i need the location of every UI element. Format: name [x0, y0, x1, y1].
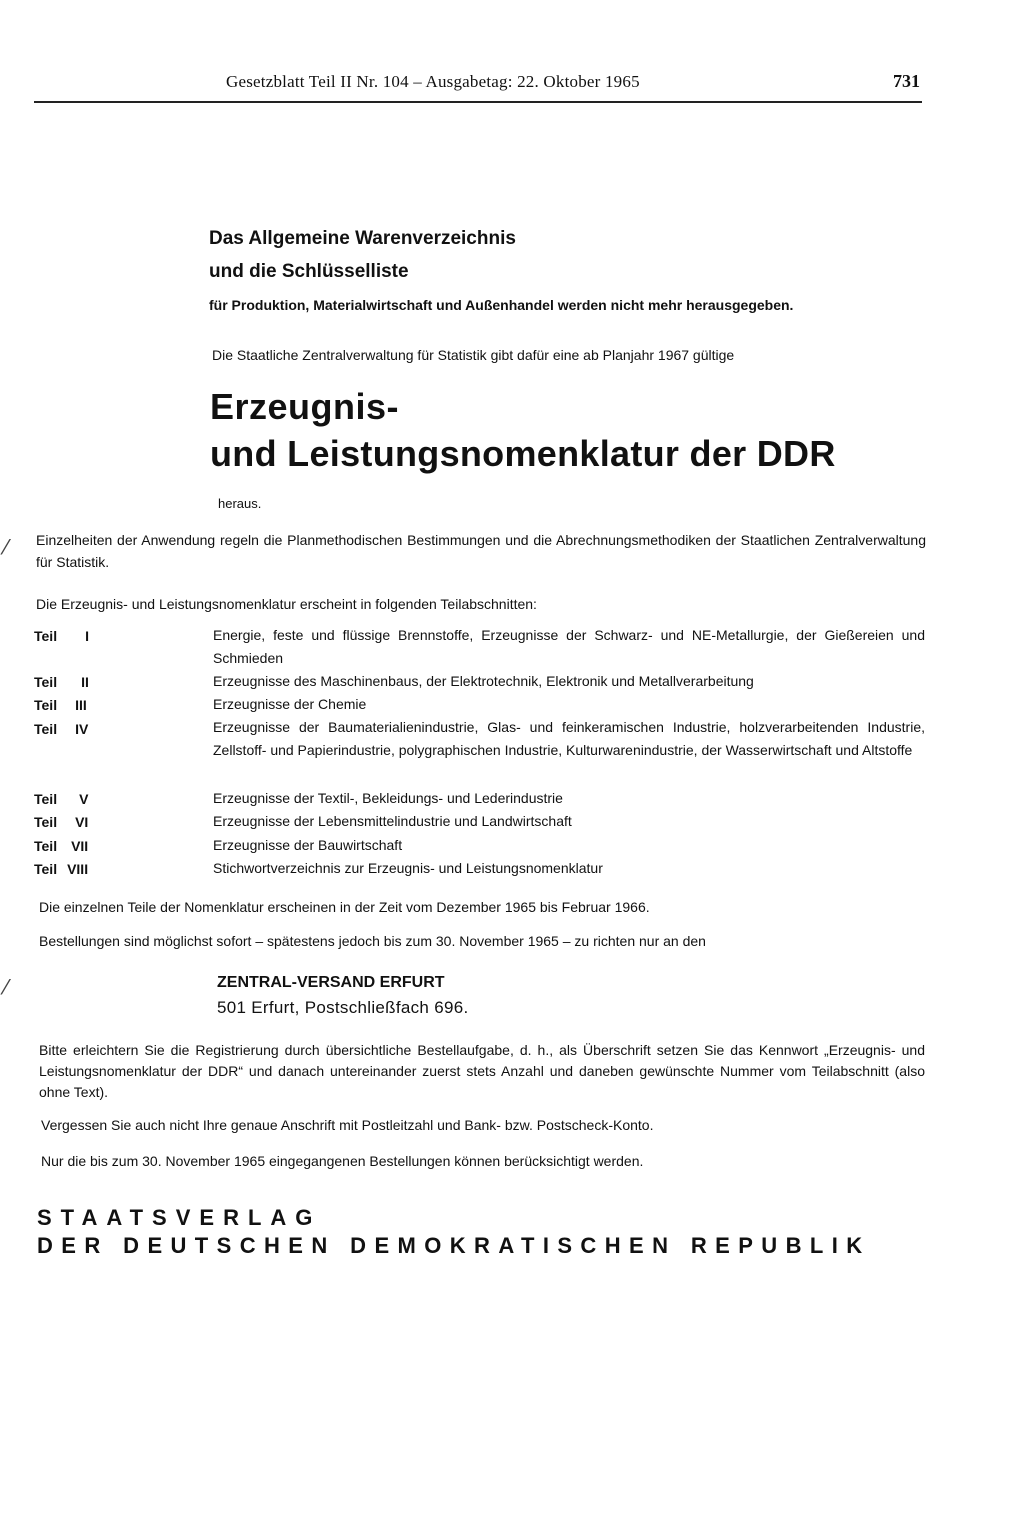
- notice-intro: Die Staatliche Zentralverwaltung für Statistik gibt dafür eine ab Planjahr 1967 gültige: [212, 347, 735, 363]
- running-header: Gesetzblatt Teil II Nr. 104 – Ausgabetag: 22. Oktober 1965: [226, 72, 640, 91]
- header-rule: [34, 101, 922, 103]
- margin-tick-mark: ⁄: [4, 535, 8, 559]
- address-name: ZENTRAL-VERSAND ERFURT: [217, 974, 445, 991]
- part-description: Stichwortverzeichnis zur Erzeugnis- und Leistungsnomenklatur: [213, 860, 603, 876]
- publisher-line2: DER DEUTSCHEN DEMOKRATISCHEN REPUBLIK: [37, 1233, 871, 1258]
- paragraph-closing: Nur die bis zum 30. November 1965 eingegangenen Bestellungen können berücksichtigt werden.: [41, 1153, 644, 1169]
- part-label: Teil III: [34, 697, 87, 713]
- part-label: Teil IV: [34, 721, 89, 737]
- part-description: Erzeugnisse der Bauwirtschaft: [213, 837, 403, 853]
- paragraph-application: Einzelheiten der Anwendung regeln die Planmethodischen Bestimmungen und die Abrechnungsmethodiken der Staatlichen Zentralverwaltung für Statistik.: [36, 532, 926, 570]
- part-label: Teil VII: [34, 838, 89, 854]
- part-description: Erzeugnisse der Lebensmittelindustrie und Landwirtschaft: [213, 813, 572, 829]
- page-number: 731: [893, 71, 920, 91]
- part-description: Energie, feste und flüssige Brennstoffe, Erzeugnisse der Schwarz- und NE-Metallurgie, der Gießereien und Schmieden: [213, 627, 925, 666]
- part-label: Teil VIII: [34, 861, 89, 877]
- paragraph-registration: Bitte erleichtern Sie die Registrierung durch übersichtliche Bestellaufgabe, d. h., als Überschrift setzen Sie das Kennwort „Erzeugnis- und Leistungsnomenklatur der DDR“ und danach untereinander zuerst stets Anzahl und daneben gewünschte Nummer vom Teilabschnitt (also ohne Text).: [39, 1042, 925, 1100]
- notice-title-line1: Das Allgemeine Warenverzeichnis: [209, 228, 516, 249]
- part-description: Erzeugnisse der Chemie: [213, 696, 367, 712]
- headline-line2: und Leistungsnomenklatur der DDR: [210, 433, 836, 474]
- publisher-line1: STAATSVERLAG: [37, 1205, 322, 1230]
- address-line: 501 Erfurt, Postschließfach 696.: [217, 998, 469, 1017]
- headline-tail: heraus.: [218, 496, 262, 511]
- part-description: Erzeugnisse des Maschinenbaus, der Elektrotechnik, Elektronik und Metallverarbeitung: [213, 673, 754, 689]
- part-label: Teil I: [34, 628, 89, 644]
- paragraph-order-deadline: Bestellungen sind möglichst sofort – spätestens jedoch bis zum 30. November 1965 – zu richten nur an den: [39, 933, 706, 949]
- part-label: Teil VI: [34, 814, 89, 830]
- headline-line1: Erzeugnis-: [210, 386, 400, 427]
- paragraph-address-reminder: Vergessen Sie auch nicht Ihre genaue Anschrift mit Postleitzahl und Bank- bzw. Postscheck-Konto.: [41, 1117, 654, 1133]
- part-label: Teil V: [34, 791, 89, 807]
- notice-subtitle: für Produktion, Materialwirtschaft und Außenhandel werden nicht mehr herausgegeben.: [209, 297, 794, 313]
- part-description: Erzeugnisse der Textil-, Bekleidungs- und Lederindustrie: [213, 790, 563, 806]
- margin-tick-mark: ⁄: [4, 975, 8, 999]
- part-label: Teil II: [34, 674, 89, 690]
- paragraph-parts-intro: Die Erzeugnis- und Leistungsnomenklatur erscheint in folgenden Teilabschnitten:: [36, 596, 537, 612]
- notice-title-line2: und die Schlüsselliste: [209, 261, 409, 282]
- part-description: Erzeugnisse der Baumaterialienindustrie, Glas- und feinkeramischen Industrie, holzverarbeitenden Industrie, Zellstoff- und Papierindustrie, polygraphischen Industrie, Kulturwarenindustrie, der Wasserwirtschaft und Altstoffe: [213, 719, 925, 758]
- paragraph-schedule: Die einzelnen Teile der Nomenklatur erscheinen in der Zeit vom Dezember 1965 bis Februar 1966.: [39, 899, 650, 915]
